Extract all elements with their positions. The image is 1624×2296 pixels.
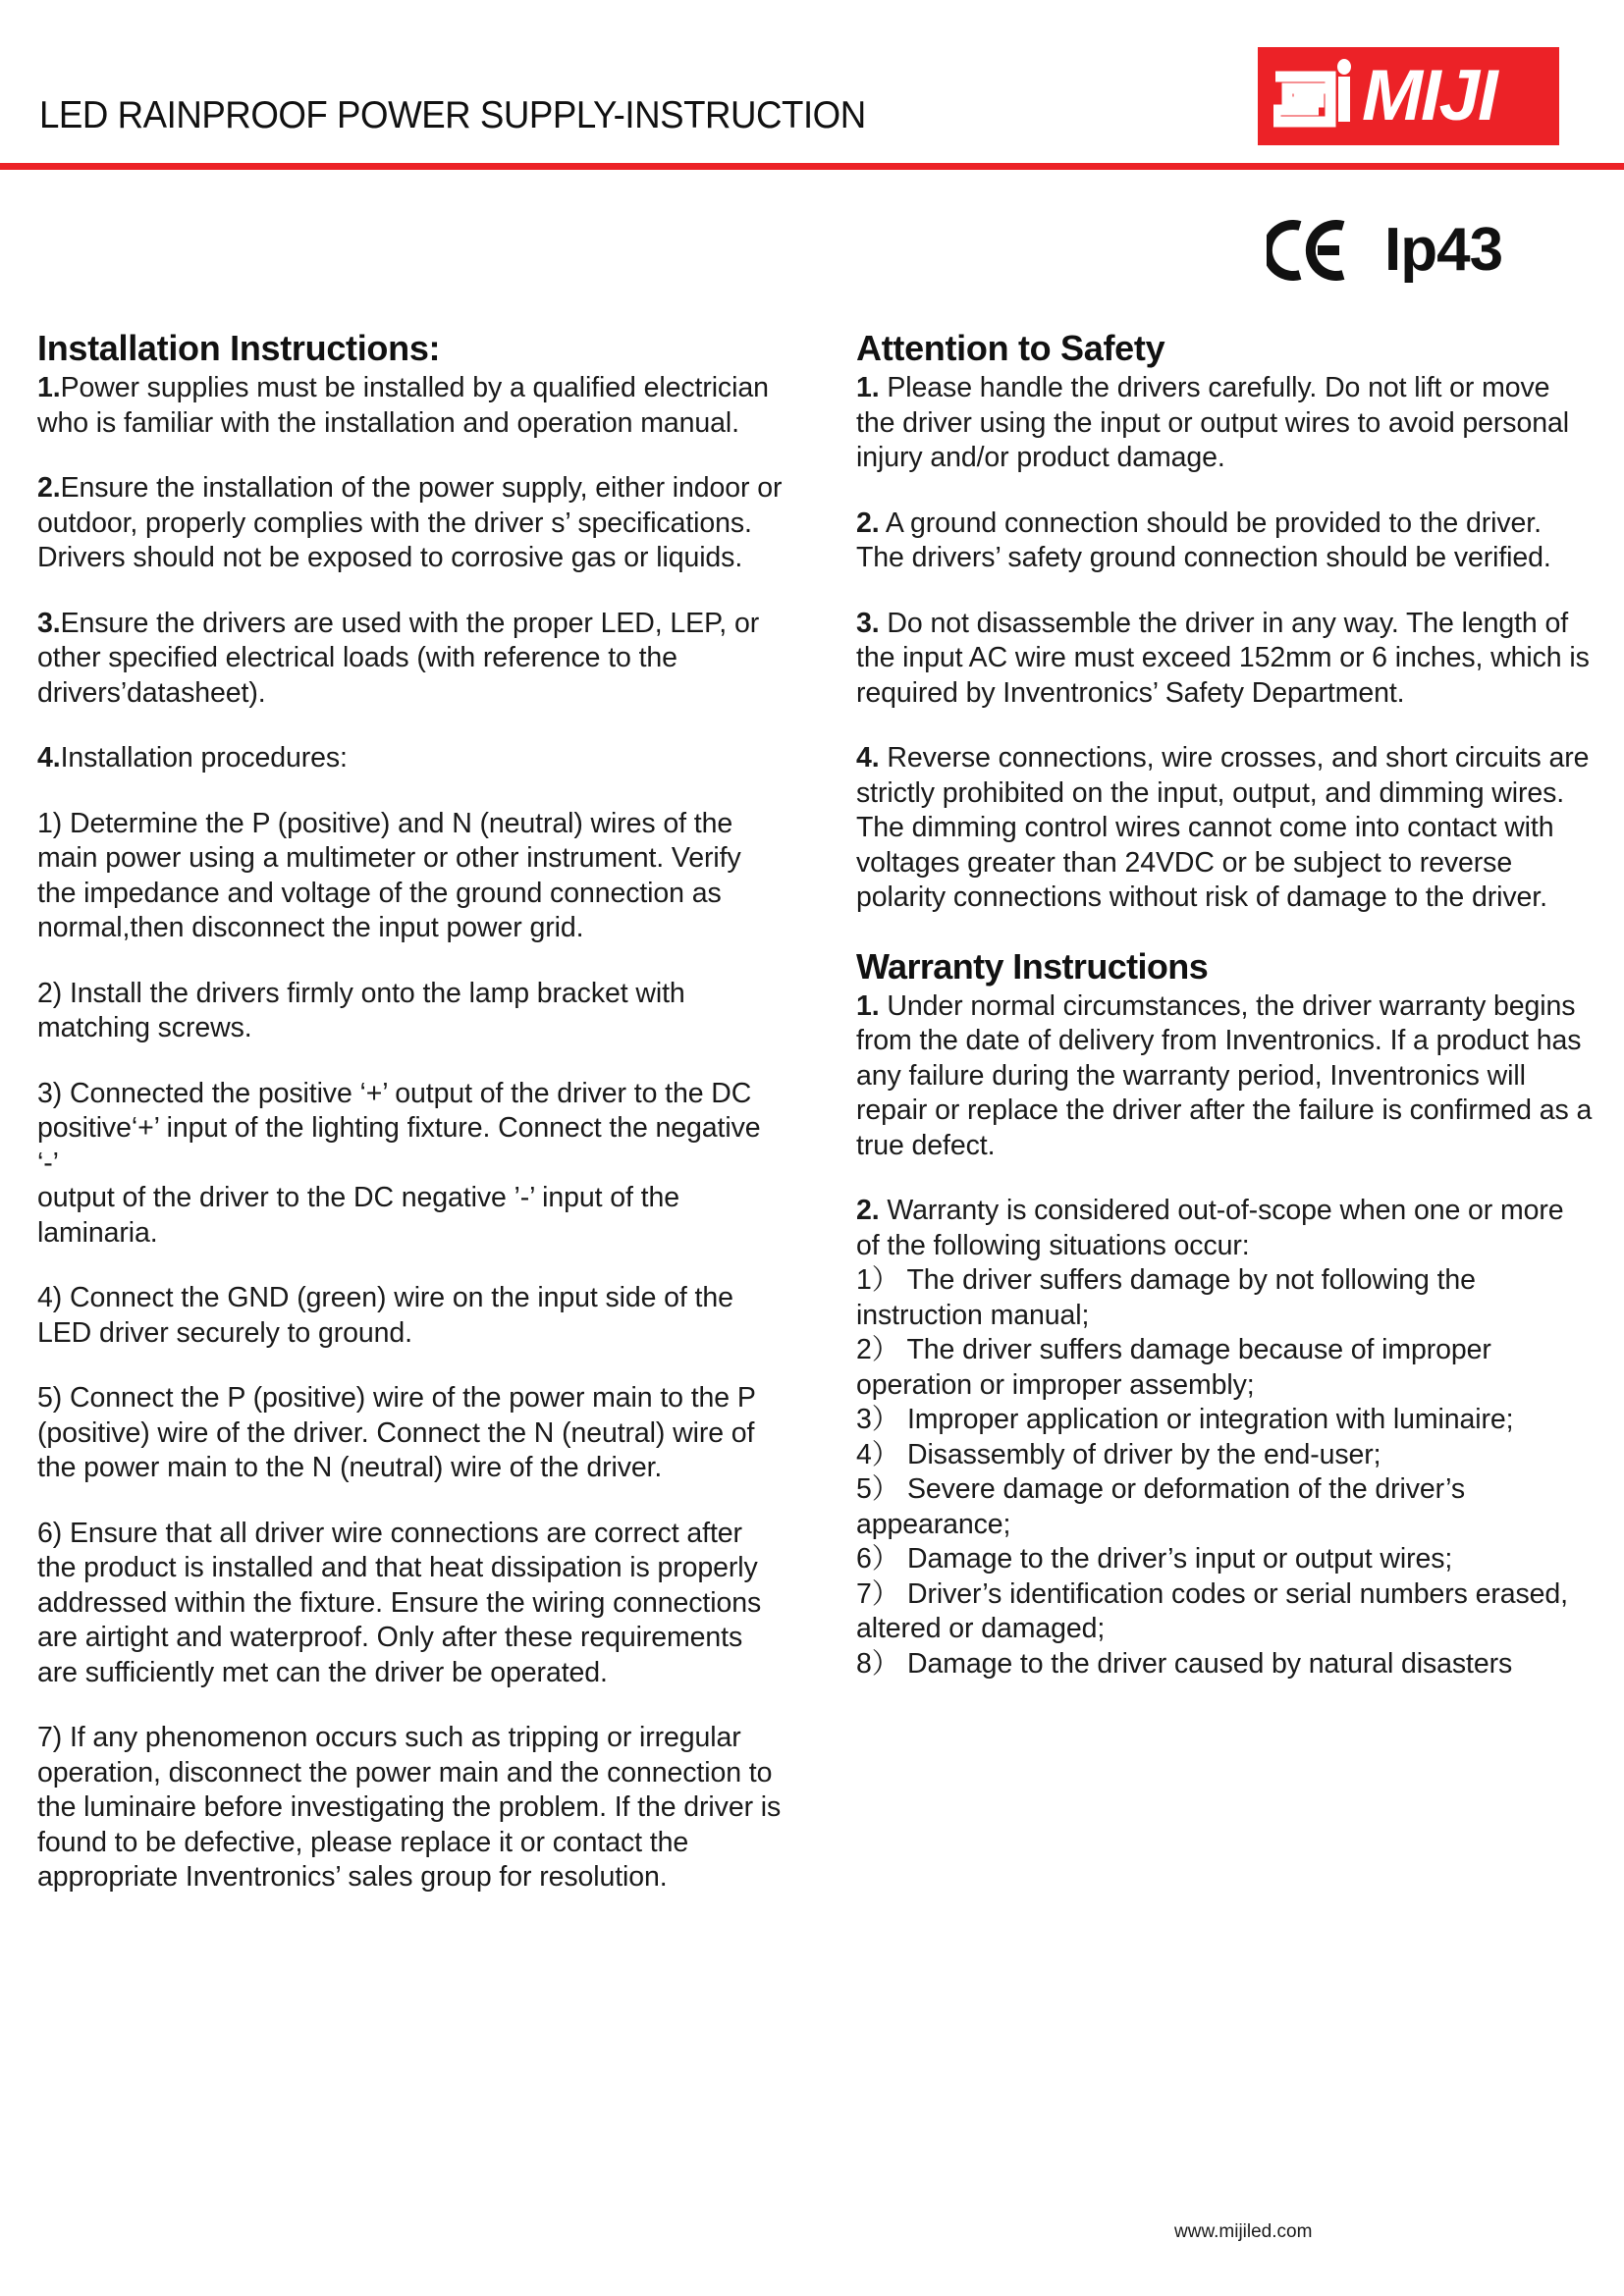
installation-item-4-number: 4.	[37, 742, 61, 774]
warranty-exclusion-1: 1） The driver suffers damage by not following the instruction manual;	[856, 1264, 1476, 1331]
installation-instructions-heading: Installation Instructions:	[37, 328, 441, 368]
warranty-item-1	[856, 989, 1593, 1164]
safety-item-3	[856, 607, 1593, 712]
warranty-exclusion-3: 3） Improper application or integration with luminaire;	[856, 1404, 1514, 1435]
warranty-item-1-number: 1.	[856, 989, 880, 1022]
installation-item-1-text: Power supplies must be installed by a qualified electrician who is familiar with the installation and operation manual.	[37, 372, 769, 439]
warranty-exclusion-2: 2） The driver suffers damage because of improper operation or improper assembly;	[856, 1334, 1491, 1401]
miji-logo	[1258, 47, 1559, 145]
procedure-step-4: 4) Connect the GND (green) wire on the input side of the LED driver securely to ground.	[37, 1282, 733, 1349]
installation-item-3	[37, 607, 785, 712]
installation-item-2-number: 2.	[37, 472, 61, 504]
installation-item-1	[37, 371, 785, 441]
procedure-step-7-cont: the luminaire before investigating the problem. If the driver is found to be defective, please replace it or contact the appropriate Inventronics’ sales group for resolution.	[37, 1791, 782, 1893]
installation-item-4-text: Installation procedures:	[60, 742, 348, 774]
warranty-exclusion-5: 5） Severe damage or deformation of the driver’s appearance;	[856, 1473, 1465, 1540]
warranty-exclusion-7: 7） Driver’s identification codes or serial numbers erased, altered or damaged;	[856, 1577, 1568, 1644]
safety-item-3-text: Do not disassemble the driver in any way. The length of the input AC wire must exceed 152mm or 6 inches, which is required by Inventronics’ Safety Department.	[856, 607, 1590, 709]
procedure-step-3-cont: output of the driver to the DC negative ’-’ input of the laminaria.	[37, 1182, 679, 1249]
safety-and-warranty-column	[856, 328, 1593, 1682]
safety-item-1-text: Please handle the drivers carefully. Do not lift or move the driver using the input or output wires to avoid personal injury and/or product damage.	[856, 372, 1569, 473]
attention-to-safety-heading: Attention to Safety	[856, 328, 1165, 368]
installation-instructions-column	[37, 328, 785, 1896]
installation-item-1-number: 1.	[37, 372, 61, 403]
safety-item-4	[856, 741, 1593, 916]
installation-item-3-number: 3.	[37, 607, 61, 639]
procedure-step-5: 5) Connect the P (positive) wire of the power main to the P (positive) wire of the driver. Connect the N (neutral) wire of the power main to the N (neutral) wire of the driver.	[37, 1382, 756, 1483]
installation-item-2-text: Ensure the installation of the power supply, either indoor or outdoor, properly complies with the driver s’ specifications. Drivers should not be exposed to corrosive gas or liquids.	[37, 472, 783, 573]
warranty-exclusion-4: 4） Disassembly of driver by the end-user;	[856, 1438, 1381, 1470]
header-divider-rule	[0, 163, 1624, 170]
warranty-item-1-text: Under normal circumstances, the driver warranty begins from the date of delivery from Inventronics. If a product has any failure during the warranty period, Inventronics will repair or replace the driver after the failure is confirmed as a true defect.	[856, 989, 1593, 1161]
footer-website-url: www.mijiled.com	[1174, 2221, 1313, 2242]
warranty-instructions-heading: Warranty Instructions	[856, 945, 1209, 987]
ip-rating-label: Ip43	[1384, 216, 1503, 284]
warranty-item-2	[856, 1194, 1593, 1263]
miji-maze-mark	[1273, 59, 1360, 133]
installation-item-3-text: Ensure the drivers are used with the proper LED, LEP, or other specified electrical loads (with reference to the drivers’datasheet).	[37, 607, 760, 709]
safety-item-3-number: 3.	[856, 607, 880, 639]
ce-mark-icon	[1267, 220, 1351, 281]
installation-item-2	[37, 471, 785, 576]
warranty-exclusion-8: 8） Damage to the driver caused by natural disasters	[856, 1647, 1513, 1680]
procedure-step-3: 3) Connected the positive ‘+’ output of the driver to the DC positive‘+’ input of the lighting fixture. Connect the negative ‘-’	[37, 1077, 761, 1179]
page-title: LED RAINPROOF POWER SUPPLY-INSTRUCTION	[39, 94, 866, 136]
safety-item-2-text: A ground connection should be provided to the driver. The drivers’ safety ground connection should be verified.	[856, 507, 1551, 573]
installation-item-4	[37, 741, 785, 776]
warranty-item-2-number: 2.	[856, 1195, 880, 1226]
procedure-step-7: 7) If any phenomenon occurs such as tripping or irregular operation, disconnect the power main and the connection to	[37, 1722, 773, 1789]
procedure-step-1: 1) Determine the P (positive) and N (neutral) wires of the main power using a multimeter or other instrument. Verify the impedance and voltage of the ground connection as normal,then disconnect the input power grid.	[37, 807, 741, 943]
safety-item-4-number: 4.	[856, 742, 880, 774]
safety-item-2-number: 2.	[856, 507, 880, 539]
safety-item-2	[856, 507, 1593, 576]
certification-marks	[1267, 212, 1502, 289]
document-header	[0, 0, 1624, 169]
safety-item-4-text: Reverse connections, wire crosses, and short circuits are strictly prohibited on the input, output, and dimming wires. The dimming control wires cannot come into contact with voltages greater than 24VDC or be subject to reverse polarity connections without risk of damage to the driver.	[856, 742, 1590, 913]
safety-item-1	[856, 371, 1593, 476]
safety-item-1-number: 1.	[856, 372, 880, 403]
procedure-step-2: 2) Install the drivers firmly onto the lamp bracket with matching screws.	[37, 977, 685, 1043]
warranty-exclusion-6: 6） Damage to the driver’s input or output wires;	[856, 1543, 1453, 1575]
procedure-step-6: 6) Ensure that all driver wire connections are correct after the product is installed and that heat dissipation is properly addressed within the fixture. Ensure the wiring connections are airtight and waterproof. Only after these requirements are sufficiently met can the driver be operated.	[37, 1517, 762, 1688]
warranty-item-2-text: Warranty is considered out-of-scope when one or more of the following situations occur:	[856, 1195, 1564, 1261]
logo-wordmark: MIJI	[1362, 56, 1496, 135]
